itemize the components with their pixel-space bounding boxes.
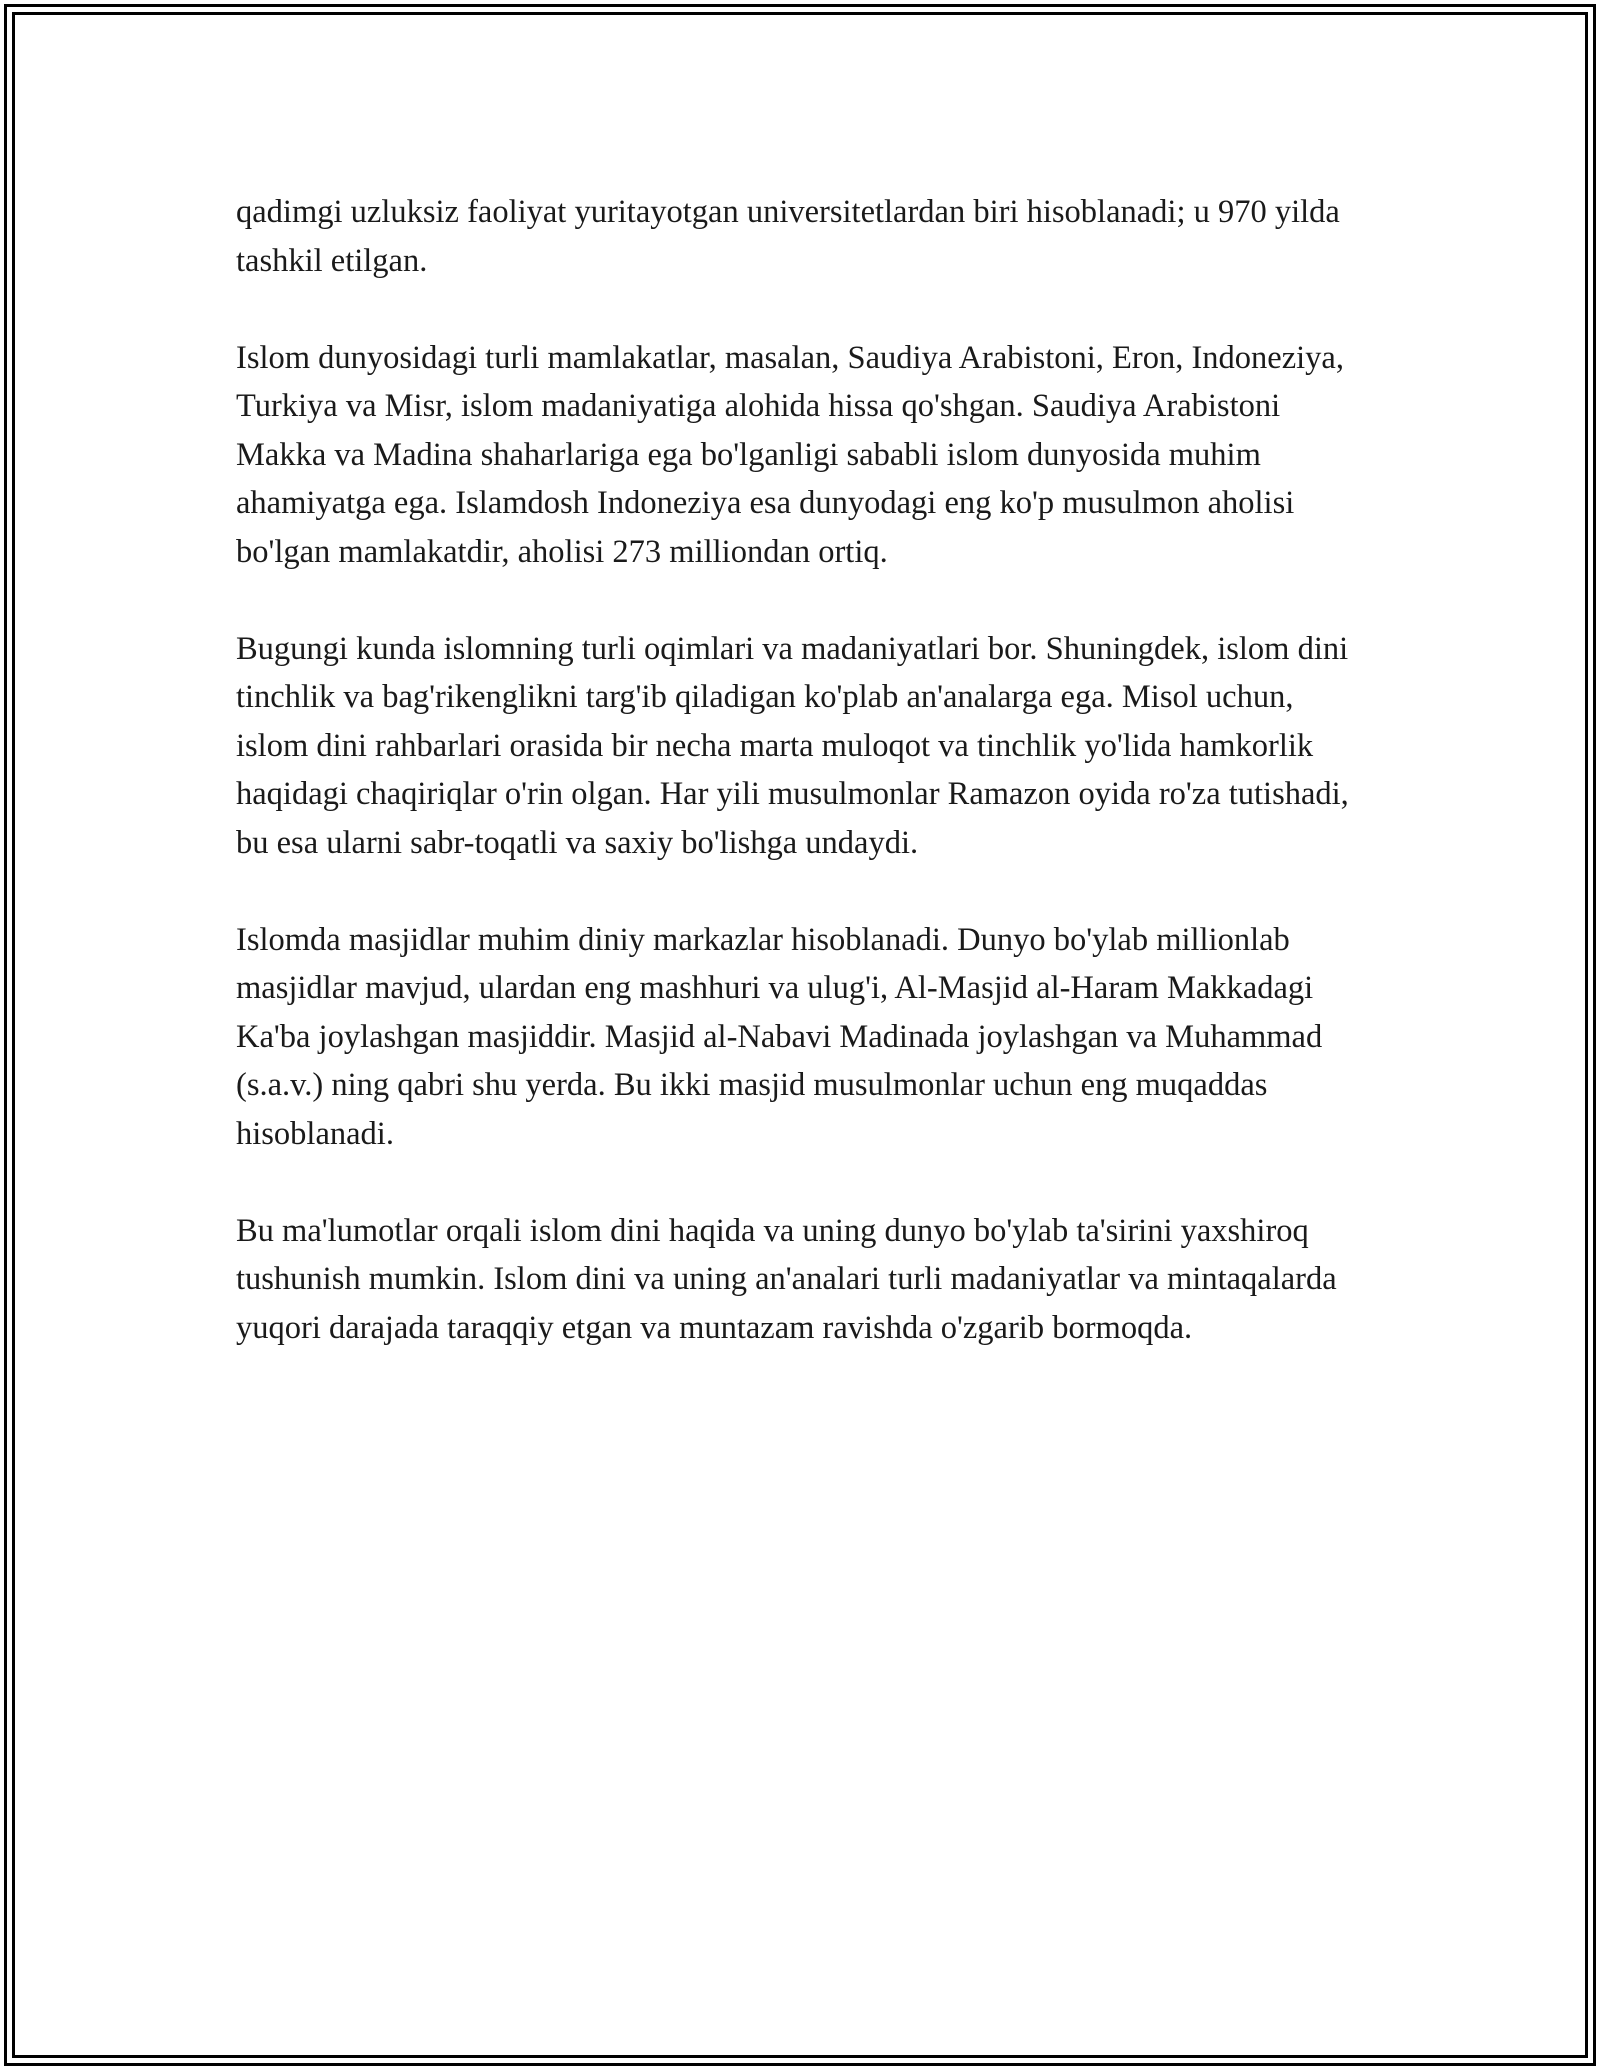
document-body <box>236 188 1366 1352</box>
paragraph-5: Bu ma'lumotlar orqali islom dini haqida va uning dunyo bo'ylab ta'sirini yaxshiroq tushunish mumkin. Islom dini va uning an'analari turli madaniyatlar va mintaqalarda yuqori darajada taraqqiy etgan va muntazam ravishda o'zgarib bormoqda. <box>236 1212 1337 1346</box>
paragraph-3: Bugungi kunda islomning turli oqimlari va madaniyatlari bor. Shuningdek, islom dini tinchlik va bag'rikenglikni targ'ib qiladigan ko'plab an'analarga ega. Misol uchun, islom dini rahbarlari orasida bir necha marta muloqot va tinchlik yo'lida hamkorlik haqidagi chaqiriqlar o'rin olgan. Har yili musulmonlar Ramazon oyida ro'za tutishadi, bu esa ularni sabr-toqatli va saxiy bo'lishga undaydi. <box>236 630 1349 861</box>
paragraph-4: Islomda masjidlar muhim diniy markazlar hisoblanadi. Dunyo bo'ylab millionlab masjidlar mavjud, ulardan eng mashhuri va ulug'i, Al-Masjid al-Haram Makkadagi Ka'ba joylashgan masjiddir. Masjid al-Nabavi Madinada joylashgan va Muhammad (s.a.v.) ning qabri shu yerda. Bu ikki masjid musulmonlar uchun eng muqaddas hisoblanadi. <box>236 921 1323 1152</box>
paragraph-1: qadimgi uzluksiz faoliyat yuritayotgan universitetlardan biri hisoblanadi; u 970 yilda tashkil etilgan. <box>236 194 1340 279</box>
paragraph-2: Islom dunyosidagi turli mamlakatlar, masalan, Saudiya Arabistoni, Eron, Indoneziya, Turkiya va Misr, islom madaniyatiga alohida hissa qo'shgan. Saudiya Arabistoni Makka va Madina shaharlariga ega bo'lganligi sababli islom dunyosida muhim ahamiyatga ega. Islamdosh Indoneziya esa dunyodagi eng ko'p musulmon aholisi bo'lgan mamlakatdir, aholisi 273 milliondan ortiq. <box>236 339 1344 570</box>
